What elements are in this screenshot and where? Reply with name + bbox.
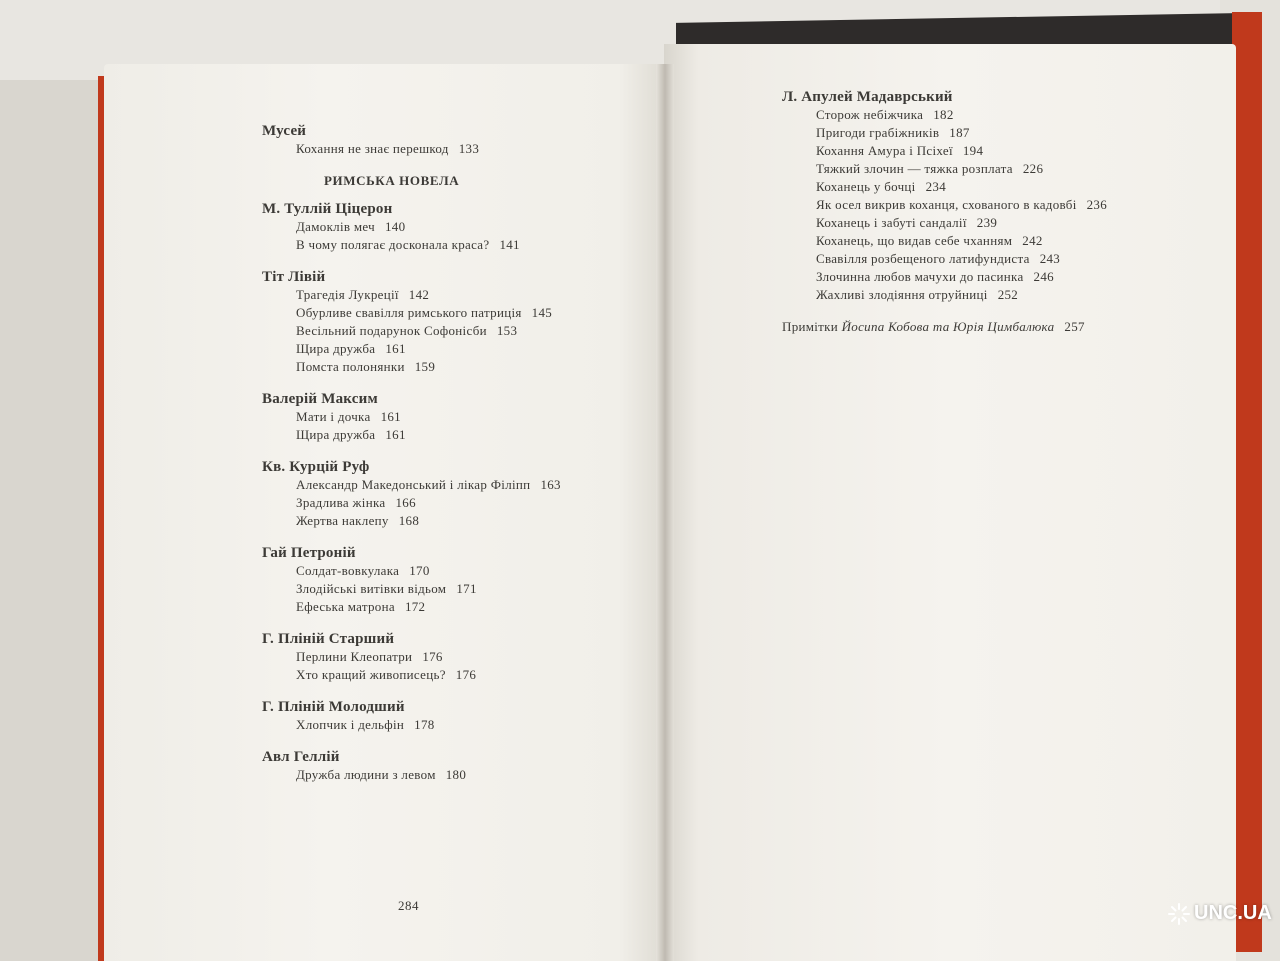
toc-entry-page: 242 — [1022, 233, 1043, 248]
toc-entry-page: 161 — [385, 427, 406, 442]
toc-entry-page: 161 — [385, 341, 406, 356]
left-table-of-contents — [262, 122, 642, 798]
author-heading: Кв. Курцій Руф — [262, 459, 370, 475]
toc-entry-title: Мати і дочка — [296, 409, 371, 424]
toc-entry — [816, 178, 1202, 196]
toc-entry — [296, 408, 642, 426]
toc-entry-page: 252 — [997, 287, 1019, 302]
toc-entry — [816, 124, 1202, 142]
toc-entry — [296, 218, 642, 236]
toc-entry-title: Жахливі злодіяння отруйниці — [816, 287, 988, 302]
author-group — [262, 698, 642, 734]
toc-entry-page: 176 — [455, 667, 477, 682]
toc-entry-title: Жертва наклепу — [296, 513, 389, 528]
author-group — [262, 458, 642, 530]
toc-entry-page: 163 — [540, 477, 561, 492]
toc-entry — [816, 142, 1202, 160]
author-heading: Мусей — [262, 123, 307, 139]
toc-entry-page: 194 — [962, 143, 984, 158]
toc-entry-title: Сторож небіжчика — [816, 107, 924, 122]
toc-entry-title: Щира дружба — [296, 341, 376, 356]
toc-entry — [816, 106, 1202, 124]
toc-entry-page: 170 — [409, 563, 430, 578]
toc-entry — [296, 666, 642, 684]
toc-entry — [296, 512, 642, 530]
author-heading: Гай Петроній — [262, 545, 356, 561]
toc-entry — [816, 196, 1202, 214]
toc-entry-title: Перлини Клеопатри — [296, 649, 413, 664]
toc-entry-title: Кохання Амура і Псіхеї — [816, 143, 953, 158]
toc-entry-title: Пригоди грабіжників — [816, 125, 940, 140]
toc-entry — [296, 322, 642, 340]
toc-entry-title: Солдат-вовкулака — [296, 563, 400, 578]
notes-page: 257 — [1064, 319, 1085, 334]
toc-entry-title: Дамоклів меч — [296, 219, 375, 234]
toc-entry — [296, 598, 642, 616]
toc-entry-page: 141 — [499, 237, 520, 252]
author-heading: Авл Геллій — [262, 749, 340, 765]
watermark-text: UNC.UA — [1194, 902, 1272, 924]
toc-entry-title: Дружба людини з левом — [296, 767, 436, 782]
author-group — [262, 544, 642, 616]
toc-entry-page: 161 — [380, 409, 401, 424]
notes-entry — [782, 318, 1202, 336]
toc-entry-title: Коханець і забуті сандалії — [816, 215, 967, 230]
toc-entry — [296, 286, 642, 304]
toc-entry — [296, 358, 642, 376]
toc-entry-title: Хто кращий живописець? — [296, 667, 446, 682]
toc-entry — [296, 562, 642, 580]
right-table-of-contents — [782, 88, 1202, 336]
toc-entry-page: 140 — [384, 219, 406, 234]
toc-entry-page: 239 — [976, 215, 998, 230]
toc-entry-page: 145 — [531, 305, 553, 320]
toc-entry — [296, 716, 642, 734]
toc-entry — [816, 232, 1202, 250]
toc-entry-page: 153 — [496, 323, 518, 338]
author-group — [262, 748, 642, 784]
watermark — [1168, 902, 1272, 925]
toc-entry — [816, 250, 1202, 268]
toc-entry-title: Коханець у бочці — [816, 179, 916, 194]
toc-entry-page: 187 — [949, 125, 970, 140]
toc-entry — [816, 160, 1202, 178]
toc-entry-title: Щира дружба — [296, 427, 376, 442]
toc-entry-title: Тяжкий злочин — тяжка розплата — [816, 161, 1013, 176]
toc-entry — [296, 476, 642, 494]
toc-entry-page: 246 — [1033, 269, 1054, 284]
toc-entry-title: В чому полягає досконала краса? — [296, 237, 490, 252]
toc-entry — [296, 648, 642, 666]
toc-entry-page: 159 — [414, 359, 436, 374]
toc-entry-title: Свавілля розбещеного латифундиста — [816, 251, 1030, 266]
toc-entry-page: 168 — [398, 513, 420, 528]
page-number: 284 — [398, 898, 419, 913]
toc-entry-page: 182 — [933, 107, 954, 122]
toc-entry-title: Хлопчик і дельфін — [296, 717, 405, 732]
toc-entry-page: 226 — [1022, 161, 1044, 176]
toc-entry-title: Злодійські витівки відьом — [296, 581, 447, 596]
author-group — [782, 88, 1202, 304]
author-heading: Тіт Лівій — [262, 269, 326, 285]
toc-entry — [296, 426, 642, 444]
toc-entry-page: 166 — [395, 495, 416, 510]
author-group — [262, 200, 642, 254]
toc-entry-title: Трагедія Лукреції — [296, 287, 399, 302]
author-heading: М. Туллій Ціцерон — [262, 201, 393, 217]
author-heading: Г. Пліній Старший — [262, 631, 395, 647]
toc-entry-title: Помста полонянки — [296, 359, 405, 374]
toc-entry-page: 243 — [1039, 251, 1061, 266]
toc-entry-page: 171 — [456, 581, 477, 596]
toc-entry — [296, 340, 642, 358]
toc-entry-page: 236 — [1086, 197, 1108, 212]
author-group — [262, 122, 642, 158]
section-title: РИМСЬКА НОВЕЛА — [324, 173, 460, 188]
author-group — [262, 630, 642, 684]
toc-entry-title: Кохання не знає перешкод — [296, 141, 449, 156]
toc-entry-page: 172 — [404, 599, 426, 614]
toc-entry-page: 234 — [925, 179, 947, 194]
toc-entry-title: Александр Македонський і лікар Філіпп — [296, 477, 531, 492]
toc-entry — [296, 304, 642, 322]
toc-entry-title: Злочинна любов мачухи до пасинка — [816, 269, 1024, 284]
toc-entry-title: Коханець, що видав себе чханням — [816, 233, 1013, 248]
author-heading: Л. Апулей Мадаврський — [782, 89, 953, 105]
toc-entry — [296, 140, 642, 158]
toc-entry — [816, 214, 1202, 232]
toc-entry-title: Як осел викрив коханця, схованого в кадовбі — [816, 197, 1077, 212]
toc-entry-title: Обурливе свавілля римського патриція — [296, 305, 522, 320]
toc-entry-page: 176 — [422, 649, 443, 664]
author-heading: Г. Пліній Молодший — [262, 699, 405, 715]
toc-entry-page: 180 — [445, 767, 467, 782]
sun-burst-icon — [1168, 903, 1190, 925]
toc-entry-title: Зрадлива жінка — [296, 495, 386, 510]
toc-entry — [816, 268, 1202, 286]
toc-entry — [296, 236, 642, 254]
author-group — [262, 268, 642, 376]
book-cover-red-edge — [1232, 12, 1262, 952]
notes-authors: Йосипа Кобова та Юрія Цимбалюка — [841, 319, 1055, 334]
toc-entry-title: Весільний подарунок Софонісби — [296, 323, 487, 338]
book-gutter — [656, 64, 674, 961]
toc-entry — [296, 494, 642, 512]
toc-entry — [816, 286, 1202, 304]
toc-entry-page: 133 — [458, 141, 480, 156]
toc-entry-page: 178 — [414, 717, 435, 732]
notes-prefix: Примітки — [782, 319, 839, 334]
toc-entry-title: Ефеська матрона — [296, 599, 395, 614]
toc-entry — [296, 580, 642, 598]
author-heading: Валерій Максим — [262, 391, 378, 407]
toc-entry-page: 142 — [408, 287, 430, 302]
toc-entry — [296, 766, 642, 784]
author-group — [262, 390, 642, 444]
